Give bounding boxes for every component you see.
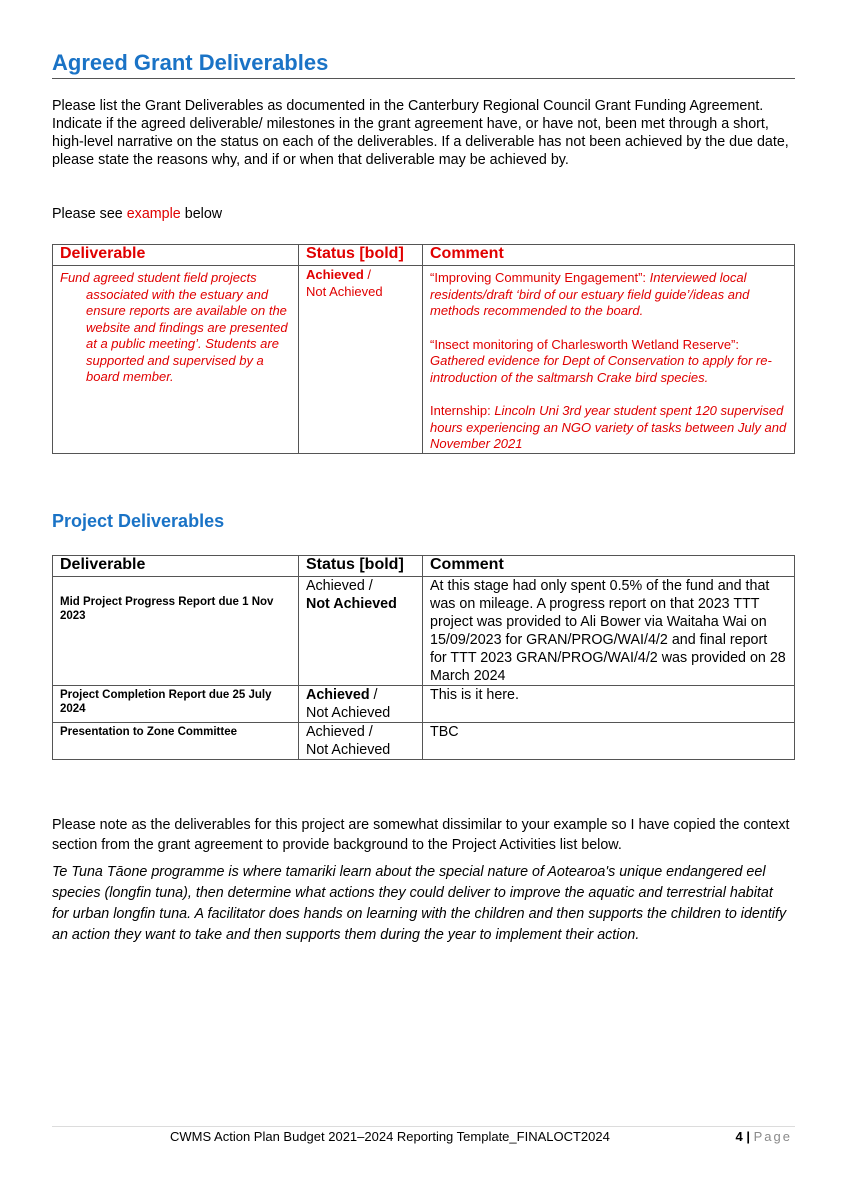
example-status-not-achieved: Not Achieved bbox=[306, 283, 383, 299]
status-cell bbox=[299, 577, 423, 686]
deliverable-cell: Project Completion Report due 25 July 2024 bbox=[53, 686, 299, 723]
example-header-status: Status [bold] bbox=[299, 245, 423, 266]
context-quote: Te Tuna Tāone programme is where tamariki learn about the special nature of Aotearoa's unique endangered eel species (longfin tuna), then determine what actions they could deliver to improve the aquatic and terrestrial habitat for urban longfin tuna. A facilitator does hands on learning with the children and then supports the children to identify an action they want to take and then supports them during the year to implement their action. bbox=[52, 864, 787, 943]
see-example-line bbox=[52, 206, 222, 222]
example-comment-text: Gathered evidence for Dept of Conservation to apply for re-introduction of the saltmarsh Crake bird species. bbox=[430, 353, 772, 385]
example-status-cell bbox=[299, 266, 423, 454]
status-not-achieved: Not Achieved bbox=[306, 742, 391, 758]
comment-cell: At this stage had only spent 0.5% of the fund and that was on mileage. A progress report on that 2023 TTT project was provided to Ali Bower via Waitaha Wai on 15/09/2023 for GRAN/PROG/WAI/4/2 and final report for TTT 2023 GRAN/PROG/WAI/4/2 was provided on 28 March 2024 bbox=[423, 577, 795, 686]
example-deliverables-table bbox=[52, 244, 795, 454]
see-example-after: below bbox=[180, 206, 223, 222]
project-deliverables-table bbox=[52, 555, 795, 760]
example-status-separator: / bbox=[363, 267, 372, 282]
example-deliverable-cell bbox=[53, 266, 299, 454]
footer-divider bbox=[52, 1126, 795, 1127]
project-header-status: Status [bold] bbox=[299, 556, 423, 577]
example-status-achieved: Achieved bbox=[306, 267, 364, 282]
example-comment bbox=[430, 270, 787, 320]
page-number: 4 bbox=[735, 1129, 743, 1144]
status-not-achieved: Not Achieved bbox=[306, 596, 397, 612]
example-comment-cell bbox=[423, 266, 795, 454]
status-separator: / bbox=[369, 687, 378, 703]
project-header-deliverable: Deliverable bbox=[53, 556, 299, 577]
note-paragraph: Please note as the deliverables for this project are somewhat dissimilar to your example so I have copied the context section from the grant agreement to provide background to the Project Activities list below. bbox=[52, 817, 790, 853]
see-example-highlight: example bbox=[126, 206, 181, 222]
page-word: Page bbox=[753, 1129, 792, 1144]
status-achieved: Achieved / bbox=[306, 578, 373, 594]
table-row bbox=[53, 577, 795, 686]
status-achieved: Achieved bbox=[306, 687, 370, 703]
see-example-before: Please see bbox=[52, 206, 127, 222]
comment-cell: This is it here. bbox=[423, 686, 795, 723]
page-title: Agreed Grant Deliverables bbox=[52, 50, 795, 79]
example-comment bbox=[430, 337, 787, 387]
comment-cell: TBC bbox=[423, 723, 795, 760]
deliverable-cell: Mid Project Progress Report due 1 Nov 2023 bbox=[53, 577, 299, 686]
deliverable-cell: Presentation to Zone Committee bbox=[53, 723, 299, 760]
example-comment bbox=[430, 403, 787, 453]
footer-page-indicator bbox=[736, 1129, 792, 1144]
example-header-deliverable: Deliverable bbox=[53, 245, 299, 266]
status-not-achieved: Not Achieved bbox=[306, 705, 391, 721]
status-cell bbox=[299, 723, 423, 760]
page-separator: | bbox=[742, 1129, 754, 1144]
status-achieved: Achieved / bbox=[306, 724, 373, 740]
project-table-header-row bbox=[53, 556, 795, 577]
section-heading: Project Deliverables bbox=[52, 511, 225, 531]
example-table-header-row bbox=[53, 245, 795, 266]
intro-paragraph: Please list the Grant Deliverables as documented in the Canterbury Regional Council Grant Funding Agreement. Indicate if the agreed deliverable/ milestones in the grant agreement have, or have not, been met through a short, high-level narrative on the status on each of the deliverables. If a deliverable has not been achieved by the due date, please state the reasons why, and if or when that deliverable may be achieved by. bbox=[52, 98, 789, 168]
example-deliverable-text: Fund agreed student field projects associated with the estuary and ensure reports are available on the website and findings are presented at a public meeting’. Students are supported and supervised by a board member. bbox=[60, 270, 288, 384]
example-comment-lead: Internship: bbox=[430, 403, 495, 418]
example-header-comment: Comment bbox=[423, 245, 795, 266]
example-comment-text: Interviewed local residents/draft ‘bird of our estuary field guide’/ideas and methods recommended to the board. bbox=[430, 270, 750, 318]
example-comment-lead: “Improving Community Engagement”: bbox=[430, 270, 650, 285]
project-header-comment: Comment bbox=[423, 556, 795, 577]
footer-text: CWMS Action Plan Budget 2021–2024 Reporting Template_FINALOCT2024 bbox=[170, 1129, 610, 1144]
table-row bbox=[53, 723, 795, 760]
example-table-row bbox=[53, 266, 795, 454]
example-comment-text: Lincoln Uni 3rd year student spent 120 supervised hours experiencing an NGO variety of tasks between July and November 2021 bbox=[430, 403, 787, 451]
example-comment-lead: “Insect monitoring of Charlesworth Wetland Reserve”: bbox=[430, 336, 739, 352]
table-row bbox=[53, 686, 795, 723]
status-cell bbox=[299, 686, 423, 723]
